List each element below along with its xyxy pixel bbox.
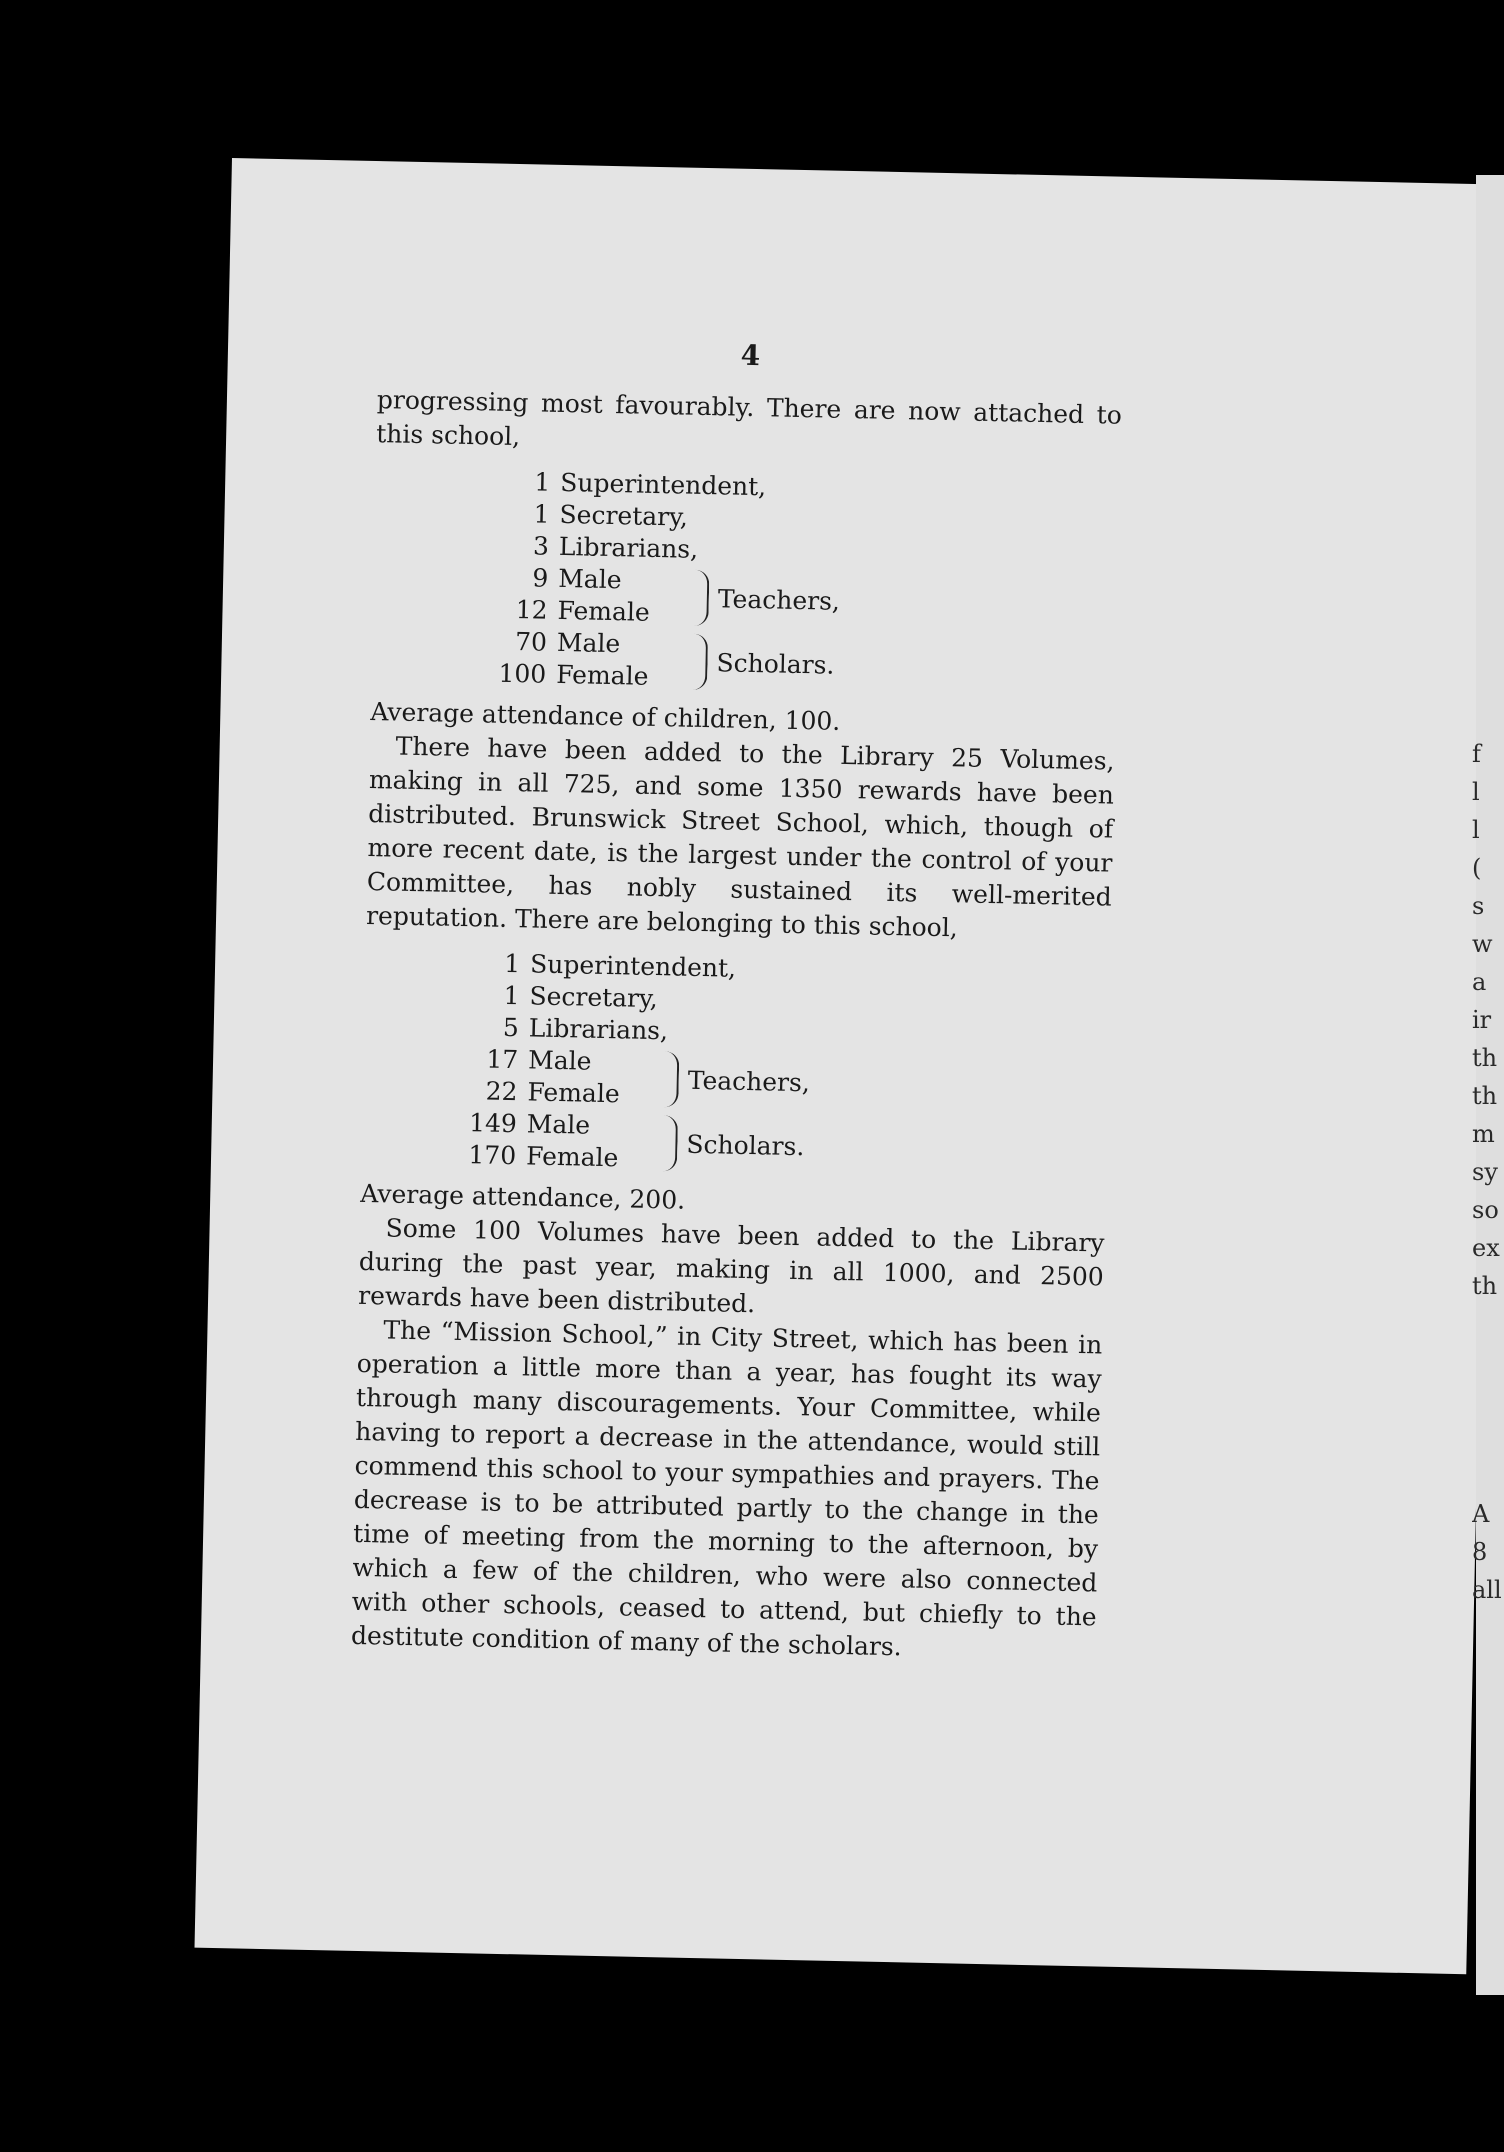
text-fragment: A (1472, 1500, 1490, 1528)
spacer (1472, 1305, 1502, 1495)
roster-label: Female (555, 659, 649, 691)
roster-label: Secretary, (559, 499, 689, 532)
roster-label: Librarians, (528, 1013, 669, 1046)
roster-count: 1 (534, 467, 551, 497)
adjacent-page-edge (1472, 175, 1504, 1995)
text-fragment: s (1472, 892, 1485, 920)
roster-label: Superintendent, (559, 467, 767, 502)
text-fragment: w (1472, 930, 1493, 958)
roster-count: 170 (468, 1140, 517, 1171)
text-fragment: th (1472, 1044, 1498, 1072)
paragraph-6: The “Mission School,” in City Street, which has been in operation a little more than a year, has fought its way through many discouragements. Your Committee, while having to report a decrease in the attendance, would still commend this school to your sympathies and prayers. The decrease is to be attributed partly to the change in the time of meeting from the morning to the afternoon, by which a few of the children, who were also connected with other schools, ceased to attend, but chiefly to the destitute condition of many of the scholars. (350, 1315, 1103, 1662)
group-label: Teachers, (687, 1065, 811, 1098)
text-fragment: th (1472, 1082, 1498, 1110)
group-label: Scholars. (686, 1129, 805, 1162)
paragraph-3: There have been added to the Library 25 Volumes, making in all 725, and some 1350 rewards have been distributed. Brunswick Street School, which, though of more recent date, is the largest under the control of your Committee, has nobly sustained its well-merited reputation. There are belonging to this school, (365, 731, 1115, 943)
paragraph-4: Average attendance, 200. (360, 1178, 686, 1215)
roster-label: Female (527, 1077, 620, 1109)
roster-2 (361, 945, 1111, 1185)
text-fragment: a (1472, 968, 1487, 996)
text-fragment: ex (1472, 1234, 1500, 1262)
roster-label: Secretary, (529, 981, 659, 1014)
brace-icon (692, 570, 709, 626)
text-fragment: all (1472, 1576, 1502, 1604)
roster-count: 70 (514, 627, 548, 657)
text-fragment: 8 (1472, 1538, 1488, 1566)
paragraph-1: progressing most favourably. There are now attached to this school, (375, 385, 1123, 452)
roster-label: Male (557, 563, 622, 595)
group-label: Teachers, (717, 584, 841, 616)
roster-label: Female (525, 1141, 619, 1173)
roster-label: Superintendent, (529, 949, 737, 983)
roster-label: Male (526, 1109, 591, 1140)
text-fragment: f (1472, 740, 1481, 768)
roster-1 (371, 463, 1121, 703)
brace-icon (662, 1051, 679, 1107)
roster-count: 1 (533, 499, 550, 529)
text-fragment: m (1472, 1120, 1495, 1148)
roster-label: Female (557, 595, 651, 627)
text-fragment: so (1472, 1196, 1499, 1224)
roster-count: 5 (502, 1012, 520, 1043)
roster-count: 12 (515, 595, 548, 625)
roster-label: Librarians, (558, 531, 699, 564)
scanned-page (195, 158, 1504, 1974)
roster-count: 100 (498, 658, 547, 689)
roster-count: 9 (532, 563, 549, 593)
roster-count: 22 (485, 1076, 518, 1107)
page-text (351, 331, 1124, 1668)
roster-label: Male (556, 627, 621, 659)
roster-count: 3 (532, 531, 550, 561)
roster-label: Male (527, 1045, 592, 1076)
page-number: 4 (740, 338, 761, 373)
text-fragment: ir (1472, 1006, 1492, 1034)
paragraph-2: Average attendance of children, 100. (370, 697, 841, 736)
roster-count: 1 (503, 948, 521, 979)
roster-count: 17 (486, 1044, 519, 1075)
roster-count: 149 (468, 1108, 518, 1139)
text-fragment: th (1472, 1272, 1498, 1300)
text-fragment: l (1472, 778, 1480, 806)
brace-icon (691, 634, 708, 690)
brace-icon (661, 1115, 678, 1171)
group-label: Scholars. (716, 648, 835, 680)
adjacent-page-text (1472, 735, 1502, 1609)
paragraph-5: Some 100 Volumes have been added to the Library during the past year, making in all 1000, and 2500 rewards have been distributed. (357, 1213, 1105, 1319)
text-fragment: sy (1472, 1158, 1498, 1186)
text-fragment: l (1472, 816, 1480, 844)
text-fragment: ( (1472, 854, 1482, 882)
roster-count: 1 (503, 980, 520, 1011)
